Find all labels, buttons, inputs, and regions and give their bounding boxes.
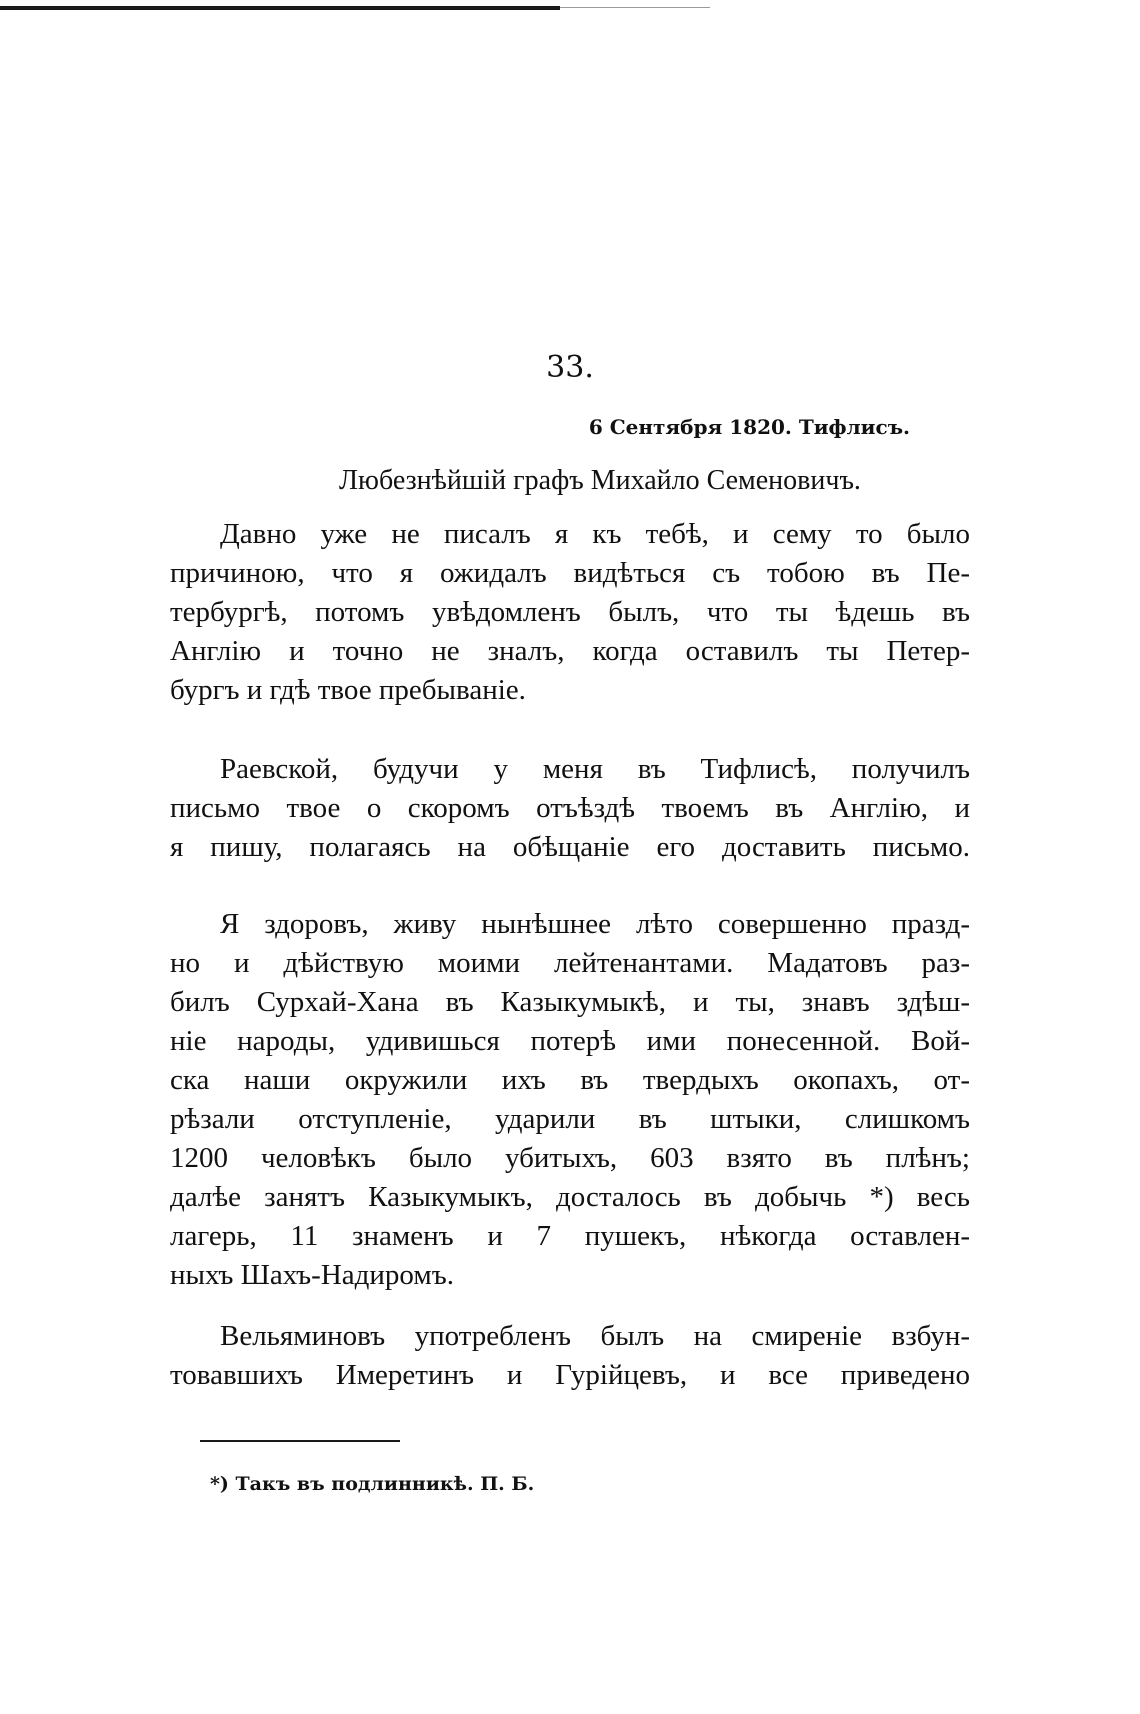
paragraph-4 bbox=[170, 1317, 970, 1395]
text-line: бургъ и гдѣ твое пребываніе. bbox=[170, 674, 526, 706]
salutation: Любезнѣйшій графъ Михайло Семеновичъ. bbox=[339, 465, 861, 496]
text-line: причиною, что я ожидалъ видѣться съ тобою въ Пе- bbox=[170, 557, 970, 589]
text-line: лагерь, 11 знаменъ и 7 пушекъ, нѣкогда оставлен- bbox=[170, 1220, 970, 1252]
text-line: далѣе занятъ Казыкумыкъ, досталось въ добычь *) весь bbox=[170, 1181, 970, 1213]
text-line: билъ Сурхай-Хана въ Казыкумыкѣ, и ты, знавъ здѣш- bbox=[170, 986, 970, 1018]
text-line: ска наши окружили ихъ въ твердыхъ окопахъ, от- bbox=[170, 1064, 970, 1096]
text-line: ныхъ Шахъ-Надиромъ. bbox=[170, 1259, 454, 1291]
text-line: товавшихъ Имеретинъ и Гурійцевъ, и все приведено bbox=[170, 1359, 970, 1391]
paragraph-2 bbox=[170, 750, 970, 867]
top-edge-rule-thin bbox=[560, 7, 710, 8]
text-line: тербургѣ, потомъ увѣдомленъ былъ, что ты ѣдешь въ bbox=[170, 596, 970, 628]
footnote-divider bbox=[200, 1440, 400, 1442]
paragraph-3 bbox=[170, 905, 970, 1295]
text-line: но и дѣйствую моими лейтенантами. Мадатовъ раз- bbox=[170, 947, 970, 979]
text-line: Я здоровъ, живу нынѣшнее лѣто совершенно празд- bbox=[220, 908, 970, 940]
text-line: 1200 человѣкъ было убитыхъ, 603 взято въ плѣнъ; bbox=[170, 1142, 970, 1174]
letter-number: 33. bbox=[546, 350, 594, 385]
text-line: Раевской, будучи у меня въ Тифлисѣ, получилъ bbox=[220, 753, 970, 785]
top-edge-rule bbox=[0, 6, 560, 10]
dateline: 6 Сентября 1820. Тифлисъ. bbox=[588, 415, 910, 439]
text-line: письмо твое о скоромъ отъѣздѣ твоемъ въ Англію, и bbox=[170, 792, 970, 824]
footnote: *) Такъ въ подлинникѣ. П. Б. bbox=[210, 1473, 535, 1495]
paragraph-1 bbox=[170, 515, 970, 710]
text-line: Вельяминовъ употребленъ былъ на смиреніе взбун- bbox=[220, 1320, 970, 1352]
text-line: я пишу, полагаясь на обѣщаніе его доставить письмо. bbox=[170, 831, 970, 863]
text-line: рѣзали отступленіе, ударили въ штыки, слишкомъ bbox=[170, 1103, 970, 1135]
text-line: Англію и точно не зналъ, когда оставилъ ты Петер- bbox=[170, 635, 970, 667]
text-line: ніе народы, удивишься потерѣ ими понесенной. Вой- bbox=[170, 1025, 970, 1057]
text-line: Давно уже не писалъ я къ тебѣ, и сему то было bbox=[220, 518, 970, 550]
